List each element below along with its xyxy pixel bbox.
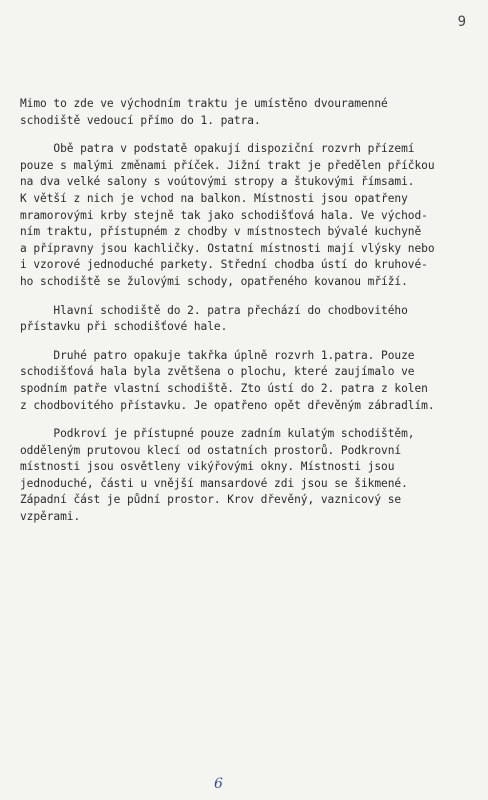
text-line: mramorovými krby stejně tak jako schodišťová hala. Ve východ-	[20, 208, 428, 222]
document-body	[20, 96, 472, 538]
text-line: na dva velké salony s voútovými stropy a štukovými římsami.	[20, 175, 415, 189]
text-line: místnosti jsou osvětleny vikýřovými okny. Místnosti jsou	[20, 460, 395, 474]
text-line: Druhé patro opakuje takřka úplně rozvrh 1.patra. Pouze	[20, 348, 415, 362]
text-line: schodišťová hala byla zvětšena o plochu, které zaujímalo ve	[20, 365, 415, 379]
paragraph	[20, 426, 472, 526]
text-line: K větší z nich je vchod na balkon. Místnosti jsou opatřeny	[20, 191, 408, 205]
text-line: Hlavní schodiště do 2. patra přechází do chodbovitého	[20, 303, 408, 317]
text-line: ním traktu, přístupném z chodby v místnostech bývalé kuchyně	[20, 225, 422, 239]
text-line: a přípravny jsou kachličky. Ostatní místnosti mají vlýsky nebo	[20, 241, 435, 255]
text-line: Obě patra v podstatě opakují dispoziční rozvrh přízemí	[20, 142, 415, 156]
text-line: Západní část je půdní prostor. Krov dřevěný, vaznicový se	[20, 493, 402, 507]
paragraph	[20, 96, 472, 129]
text-line: spodním patře vlastní schodiště. Zto ústí do 2. patra z kolen	[20, 381, 428, 395]
paragraph	[20, 141, 472, 290]
text-line: odděleným prutovou klecí od ostatních prostorů. Podkrovní	[20, 443, 402, 457]
text-line: Mimo to zde ve východním traktu je umístěno dvouramenné	[20, 97, 388, 110]
handwritten-page-mark: 6	[214, 776, 223, 792]
text-line: přístavku při schodišťové hale.	[20, 320, 228, 334]
text-line: Podkroví je přístupné pouze zadním kulatým schodištěm,	[20, 427, 415, 441]
text-line: i vzorové jednoduché parkety. Střední chodba ústí do kruhové-	[20, 258, 428, 272]
text-line: z chodbovitého přístavku. Je opatřeno opět dřevěným zábradlím.	[20, 398, 435, 412]
text-line: vzpěrami.	[20, 510, 81, 524]
text-line: ho schodiště se žulovými schody, opatřeného kovanou mříží.	[20, 274, 408, 288]
text-line: jednoduché, části u vnější mansardové zdi jsou se šikmené.	[20, 476, 408, 490]
paragraph	[20, 303, 472, 336]
text-line: schodiště vedoucí přímo do 1. patra.	[20, 113, 261, 127]
text-line: pouze s malými změnami příček. Jižní trakt je předělen příčkou	[20, 158, 435, 172]
paragraph	[20, 348, 472, 414]
page-number: 9	[457, 14, 466, 30]
